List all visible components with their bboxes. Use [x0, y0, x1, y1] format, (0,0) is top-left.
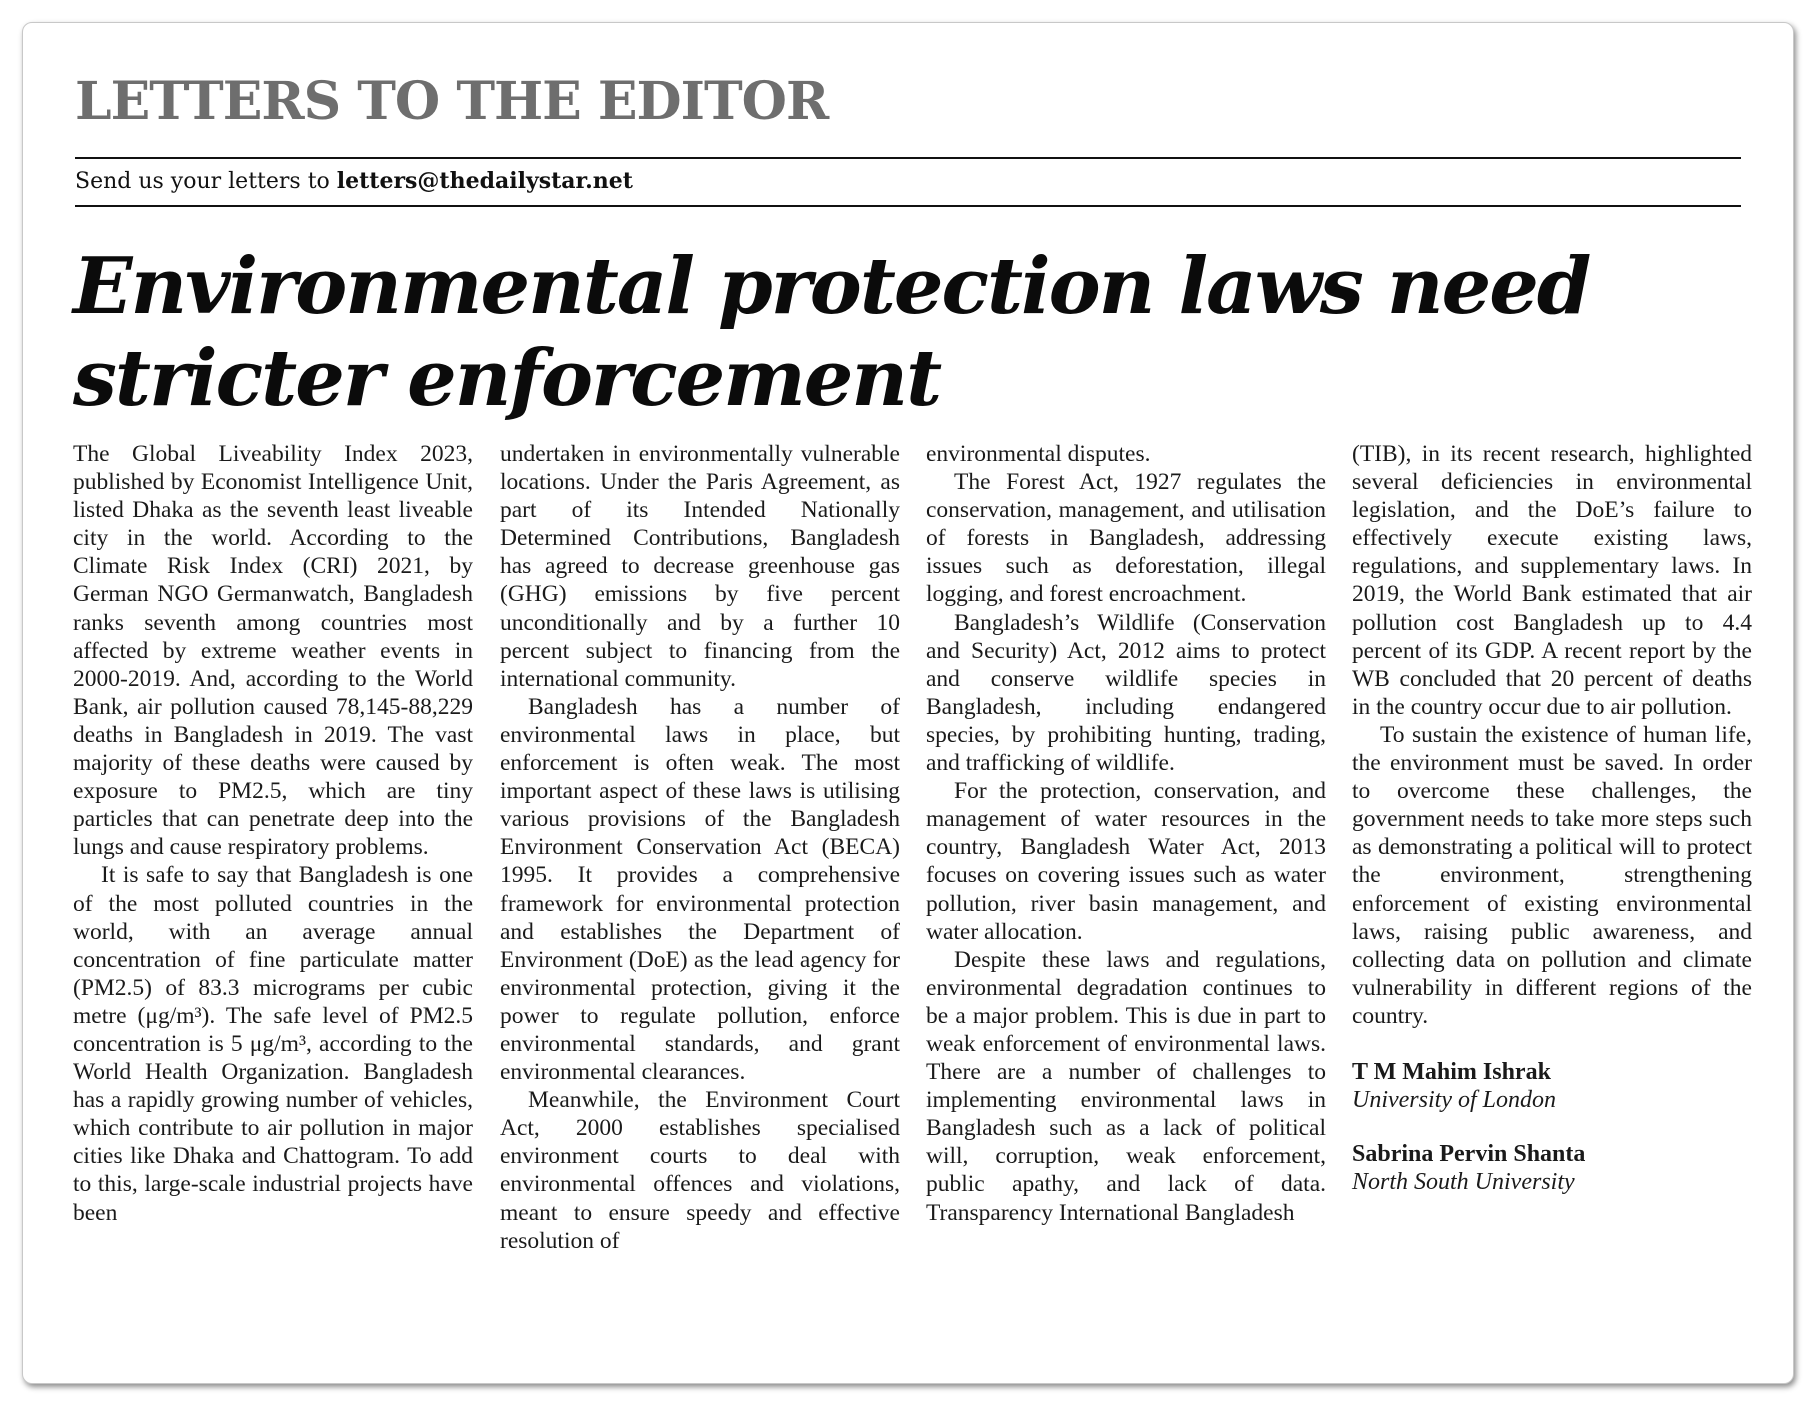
- article-column-1: [73, 440, 473, 1227]
- author-signoff: [1352, 1140, 1752, 1196]
- article-column-2: [500, 440, 900, 1255]
- paragraph: To sustain the existence of human life, the environment must be saved. In order to overcome these challenges, the government needs to take more steps such as demonstrating a political will to protect the environment, strengthening enforcement of existing environmental laws, raising public awareness, and collecting data on pollution and climate vulnerability in different regions of the country.: [1352, 721, 1752, 1029]
- paragraph: Bangladesh has a number of environmental laws in place, but enforcement is often weak. The most important aspect of these laws is utilising various provisions of the Bangladesh Environment Conservation Act (BECA) 1995. It provides a comprehensive framework for environmental protection and establishes the Department of Environment (DoE) as the lead agency for environmental protection, giving it the power to regulate pollution, enforce environmental standards, and grant environmental clearances.: [500, 693, 900, 1086]
- paragraph-continued: (TIB), in its recent research, highlighted several deficiencies in environmental legislation, and the DoE’s failure to effectively execute existing laws, regulations, and supplementary laws. In 2019, the World Bank estimated that air pollution cost Bangladesh up to 4.4 percent of its GDP. A recent report by the WB concluded that 20 percent of deaths in the country occur due to air pollution.: [1352, 441, 1752, 720]
- top-rule: [75, 157, 1741, 159]
- author-name: Sabrina Pervin Shanta: [1352, 1141, 1586, 1168]
- submission-line: [75, 168, 633, 194]
- article-headline: Environmental protection laws need stricter enforcement: [73, 241, 1590, 424]
- editor-email: letters@thedailystar.net: [336, 168, 633, 194]
- paragraph: The Forest Act, 1927 regulates the conservation, management, and utilisation of forests in Bangladesh, addressing issues such as deforestation, illegal logging, and forest encroachment.: [926, 469, 1326, 608]
- paragraph-continued: undertaken in environmentally vulnerable locations. Under the Paris Agreement, as part of its Intended Nationally Determined Contributions, Bangladesh has agreed to decrease greenhouse gas (GHG) emissions by five percent unconditionally and by a further 10 percent subject to financing from the international community.: [500, 441, 900, 692]
- newspaper-clipping: [22, 22, 1794, 1384]
- author-affiliation: North South University: [1352, 1169, 1575, 1196]
- bottom-rule: [75, 205, 1741, 207]
- paragraph: Despite these laws and regulations, environmental degradation continues to be a major problem. This is due in part to weak enforcement of environmental laws. There are a number of challenges to implementing environmental laws in Bangladesh such as a lack of political will, corruption, weak enforcement, public apathy, and lack of data. Transparency International Bangladesh: [926, 946, 1326, 1226]
- article-column-3: [926, 440, 1326, 1227]
- paragraph: For the protection, conservation, and management of water resources in the country, Bangladesh Water Act, 2013 focuses on covering issues such as water pollution, river basin management, and water allocation.: [926, 778, 1326, 945]
- submission-prefix: Send us your letters to: [75, 169, 337, 194]
- paragraph: The Global Liveability Index 2023, published by Economist Intelligence Unit, listed Dhaka as the seventh least liveable city in the world. According to the Climate Risk Index (CRI) 2021, by German NGO Germanwatch, Bangladesh ranks seventh among countries most affected by extreme weather events in 2000-2019. And, according to the World Bank, air pollution caused 78,145-88,229 deaths in Bangladesh in 2019. The vast majority of these deaths were caused by exposure to PM2.5, which are tiny particles that can penetrate deep into the lungs and cause respiratory problems.: [73, 441, 473, 861]
- section-title: LETTERS TO THE EDITOR: [75, 71, 829, 132]
- paragraph-continued: environmental disputes.: [926, 441, 1151, 467]
- paragraph: Bangladesh’s Wildlife (Conservation and Security) Act, 2012 aims to protect and conserve wildlife species in Bangladesh, including endangered species, by prohibiting hunting, trading, and trafficking of wildlife.: [926, 609, 1326, 777]
- author-signoff: [1352, 1058, 1752, 1114]
- article-column-4: [1352, 440, 1752, 1196]
- paragraph: Meanwhile, the Environment Court Act, 2000 establishes specialised environment courts to deal with environmental offences and violations, meant to ensure speedy and effective resolution of: [500, 1087, 900, 1254]
- paragraph: It is safe to say that Bangladesh is one of the most polluted countries in the world, with an average annual concentration of fine particulate matter (PM2.5) of 83.3 micrograms per cubic metre (μg/m³). The safe level of PM2.5 concentration is 5 μg/m³, according to the World Health Organization. Bangladesh has a rapidly growing number of vehicles, which contribute to air pollution in major cities like Dhaka and Chattogram. To add to this, large-scale industrial projects have been: [73, 862, 473, 1226]
- author-name: T M Mahim Ishrak: [1352, 1058, 1551, 1085]
- author-affiliation: University of London: [1352, 1087, 1556, 1114]
